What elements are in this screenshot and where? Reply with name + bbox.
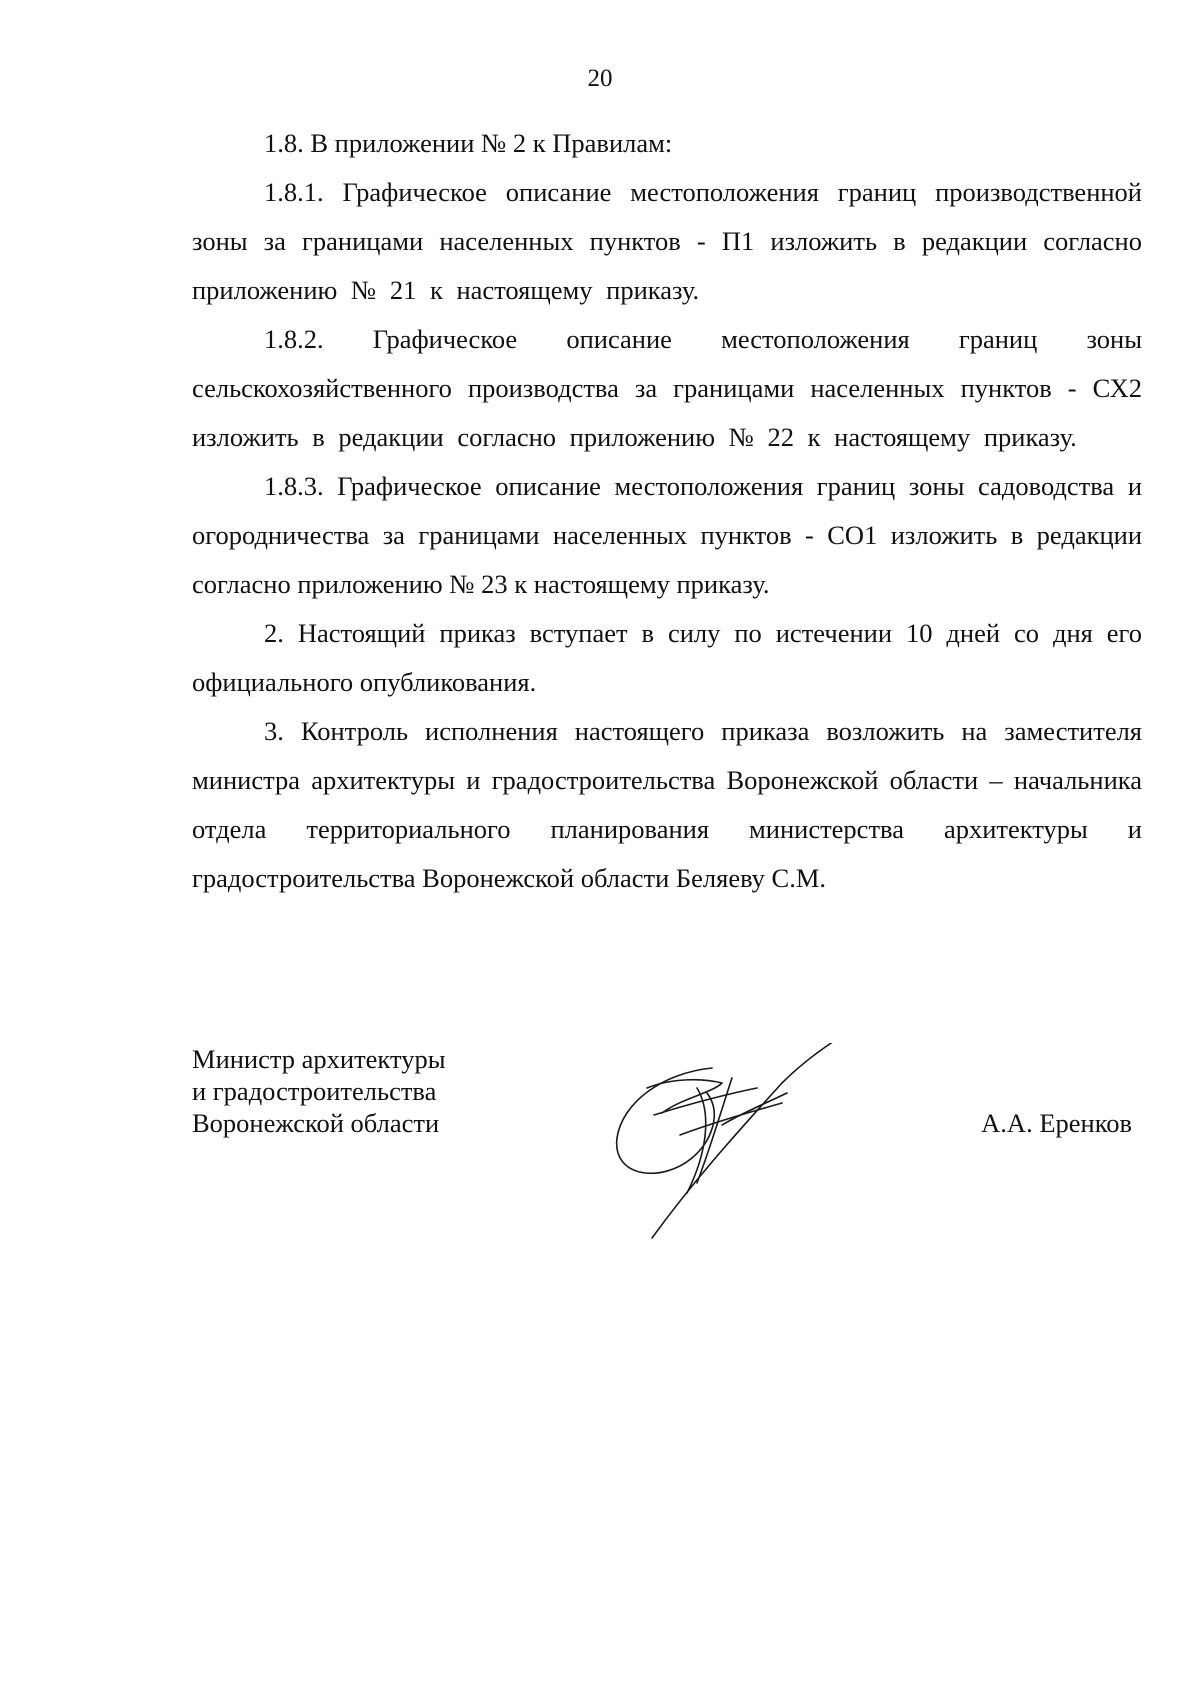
- paragraph-1-8-1: 1.8.1. Графическое описание местоположения границ производственной зоны за границами населенных пунктов - П1 изложить в редакции согласно приложению № 21 к настоящему приказу.: [192, 177, 1142, 305]
- paragraph-1-8-2: 1.8.2. Графическое описание местоположения границ зоны сельскохозяйственного производства за границами населенных пунктов - СХ2 изложить в редакции согласно приложению № 22 к настоящему приказу.: [192, 324, 1142, 452]
- signer-title-line: Воронежской области: [192, 1108, 440, 1138]
- signer-title-line: Министр архитектуры: [192, 1044, 446, 1074]
- paragraph-1-8-3: 1.8.3. Графическое описание местоположения границ зоны садоводства и огородничества за границами населенных пунктов - СО1 изложить в редакции согласно приложению № 23 к настоящему приказу.: [192, 471, 1142, 599]
- page-number: 20: [587, 65, 613, 92]
- document-body: [192, 119, 1142, 903]
- signer-name: А.А. Еренков: [981, 1108, 1132, 1138]
- paragraph-1-8: 1.8. В приложении № 2 к Правилам:: [264, 128, 673, 158]
- paragraph-2: 2. Настоящий приказ вступает в силу по истечении 10 дней со дня его официального опубликования.: [192, 618, 1142, 697]
- signature-block: [192, 1043, 1142, 1243]
- paragraph-3: 3. Контроль исполнения настоящего приказа возложить на заместителя министра архитектуры и градостроительства Воронежской области – начальника отдела территориального планирования министерства архитектуры и градостроительства Воронежской области Беляеву С.М.: [192, 716, 1142, 893]
- handwritten-signature: [192, 1043, 1142, 1243]
- signer-title-line: и градостроительства: [192, 1076, 437, 1106]
